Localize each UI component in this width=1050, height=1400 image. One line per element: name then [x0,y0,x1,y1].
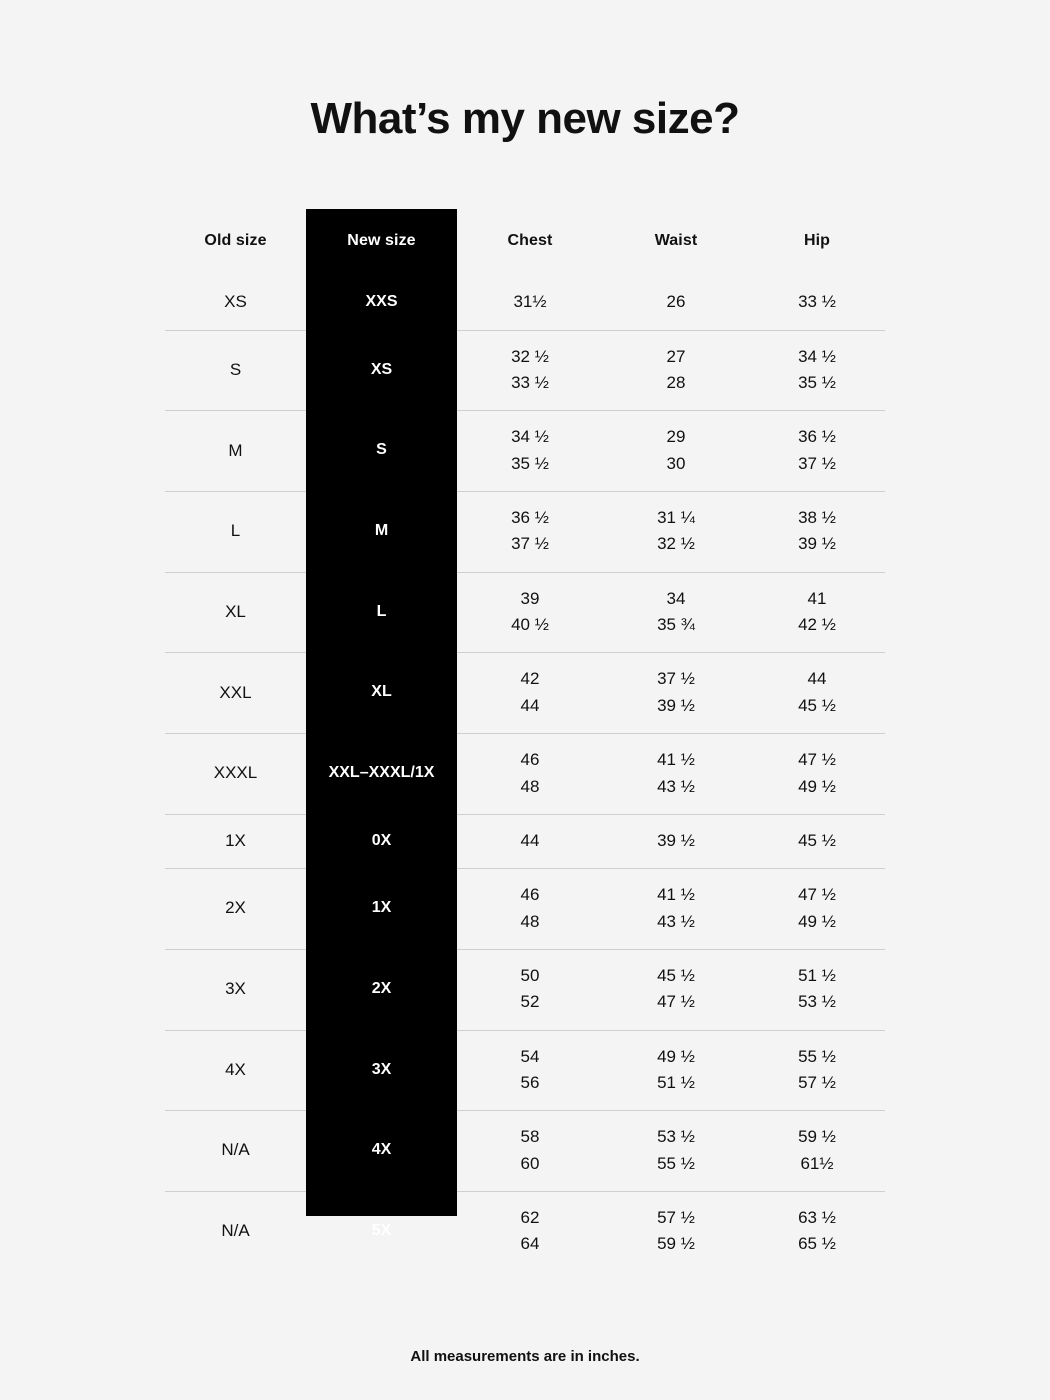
size-table-container [165,231,885,1271]
measurement-value: 50 [520,965,540,985]
cell-chest [457,411,603,492]
measurement-value: 41 ½ [657,750,695,770]
measurement-value: 39 ½ [798,534,836,554]
measurement-value: 43 ½ [657,776,695,796]
cell-chest [457,492,603,573]
cell-chest [457,1111,603,1192]
table-row [165,814,885,868]
measurement-value: 57 ½ [798,1072,836,1092]
measurement-value: 49 ½ [798,776,836,796]
cell-new-size: L [376,602,387,620]
cell-chest [457,869,603,950]
cell-waist [603,869,749,950]
cell-old-size: N/A [165,1111,306,1192]
measurement-value: 37 ½ [511,534,549,554]
cell-waist [603,572,749,653]
cell-old-size: S [165,330,306,411]
measurement-value: 28 [666,373,686,393]
cell-new-size: XL [371,683,392,701]
cell-new-size: S [376,441,387,459]
measurement-value: 62 [520,1207,540,1227]
measurement-value: 52 [520,992,540,1012]
table-row [165,1191,885,1271]
measurement-value: 53 ½ [798,992,836,1012]
measurement-value: 37 ½ [657,669,695,689]
table-row [165,572,885,653]
table-row [165,1030,885,1111]
cell-hip [749,330,885,411]
measurement-value: 34 ½ [511,427,549,447]
measurement-value: 60 [520,1153,540,1173]
measurement-value: 36 ½ [798,427,836,447]
cell-new-size: XXL–XXXL/1X [328,764,435,782]
measurement-value: 32 ½ [657,534,695,554]
table-row [165,330,885,411]
measurement-footnote: All measurements are in inches. [410,1348,640,1365]
measurement-value: 39 [520,588,540,608]
measurement-value: 43 ½ [657,911,695,931]
cell-hip [749,734,885,815]
table-row [165,411,885,492]
measurement-value: 45 ½ [798,695,836,715]
cell-old-size: 1X [165,814,306,868]
cell-hip: 33 ½ [798,292,836,312]
cell-waist [603,1191,749,1271]
cell-new-size: M [374,522,389,540]
cell-chest: 44 [457,814,603,868]
cell-chest [457,653,603,734]
page-title: What’s my new size? [310,94,740,143]
cell-old-size: XXL [165,653,306,734]
cell-chest [457,330,603,411]
cell-hip [749,949,885,1030]
table-row [165,653,885,734]
measurement-value: 46 [520,885,540,905]
measurement-value: 45 ½ [657,965,695,985]
measurement-value: 44 [807,669,827,689]
measurement-value: 37 ½ [798,453,836,473]
cell-waist [603,653,749,734]
cell-old-size: XL [165,572,306,653]
cell-new-size: XS [370,360,393,378]
cell-new-size: 3X [371,1060,392,1078]
measurement-value: 53 ½ [657,1127,695,1147]
measurement-value: 39 ½ [657,695,695,715]
table-header-row [165,231,885,276]
cell-hip [749,1111,885,1192]
cell-waist [603,330,749,411]
cell-waist [603,949,749,1030]
cell-chest: 31½ [513,292,547,312]
measurement-value: 30 [666,453,686,473]
measurement-value: 40 ½ [511,615,549,635]
measurement-value: 54 [520,1046,540,1066]
cell-chest [457,572,603,653]
cell-old-size: XXXL [165,734,306,815]
measurement-value: 33 ½ [511,373,549,393]
cell-hip [749,411,885,492]
cell-chest [457,734,603,815]
cell-chest [457,1030,603,1111]
measurement-value: 46 [520,750,540,770]
measurement-value: 65 ½ [798,1234,836,1254]
measurement-value: 49 ½ [798,911,836,931]
measurement-value: 63 ½ [798,1207,836,1227]
measurement-value: 36 ½ [511,508,549,528]
measurement-value: 51 ½ [657,1072,695,1092]
cell-new-size: XXS [365,293,398,311]
cell-old-size: 4X [165,1030,306,1111]
measurement-value: 55 ½ [798,1046,836,1066]
measurement-value: 41 ½ [657,885,695,905]
measurement-value: 44 [520,695,540,715]
column-header-old-size: Old size [204,232,267,250]
cell-chest [457,949,603,1030]
cell-new-size: 4X [371,1141,392,1159]
measurement-value: 64 [520,1234,540,1254]
cell-old-size: 3X [165,949,306,1030]
cell-waist: 39 ½ [603,814,749,868]
cell-waist [603,1030,749,1111]
column-header-waist: Waist [654,232,698,250]
cell-new-size: 1X [371,899,392,917]
measurement-value: 34 ½ [798,346,836,366]
table-row [165,1111,885,1192]
table-body [165,276,885,1271]
cell-hip [749,1191,885,1271]
cell-old-size: L [165,492,306,573]
cell-old-size: XS [224,292,247,312]
measurement-value: 42 ½ [798,615,836,635]
cell-waist [603,411,749,492]
measurement-value: 34 [666,588,686,608]
measurement-value: 48 [520,911,540,931]
cell-old-size: N/A [165,1191,306,1271]
measurement-value: 35 ½ [511,453,549,473]
cell-hip [749,869,885,950]
table-row [165,734,885,815]
measurement-value: 47 ½ [798,750,836,770]
measurement-value: 35 ¾ [657,615,695,635]
cell-new-size: 5X [371,1221,392,1239]
measurement-value: 35 ½ [798,373,836,393]
measurement-value: 56 [520,1072,540,1092]
cell-waist [603,734,749,815]
table-row [165,869,885,950]
cell-hip [749,653,885,734]
table-header [165,231,885,276]
cell-old-size: M [165,411,306,492]
cell-hip [749,572,885,653]
measurement-value: 55 ½ [657,1153,695,1173]
column-header-chest: Chest [507,232,553,250]
measurement-value: 59 ½ [798,1127,836,1147]
cell-new-size: 0X [371,831,392,849]
measurement-value: 51 ½ [798,965,836,985]
column-header-hip: Hip [803,232,831,250]
measurement-value: 29 [666,427,686,447]
measurement-value: 27 [666,346,686,366]
table-row [165,949,885,1030]
table-row [165,492,885,573]
measurement-value: 57 ½ [657,1207,695,1227]
measurement-value: 59 ½ [657,1234,695,1254]
column-header-new-size: New size [347,232,416,250]
measurement-value: 47 ½ [657,992,695,1012]
cell-hip [749,492,885,573]
measurement-value: 58 [520,1127,540,1147]
measurement-value: 48 [520,776,540,796]
cell-chest [457,1191,603,1271]
cell-waist: 26 [666,292,686,312]
cell-hip: 45 ½ [749,814,885,868]
cell-hip [749,1030,885,1111]
cell-new-size: 2X [371,979,392,997]
measurement-value: 49 ½ [657,1046,695,1066]
size-conversion-table [165,231,885,1271]
measurement-value: 61½ [800,1153,834,1173]
table-row [165,276,885,330]
measurement-value: 42 [520,669,540,689]
measurement-value: 32 ½ [511,346,549,366]
cell-old-size: 2X [165,869,306,950]
cell-waist [603,1111,749,1192]
measurement-value: 38 ½ [798,508,836,528]
cell-waist [603,492,749,573]
measurement-value: 41 [807,588,827,608]
measurement-value: 47 ½ [798,885,836,905]
measurement-value: 31 ¼ [657,508,695,528]
